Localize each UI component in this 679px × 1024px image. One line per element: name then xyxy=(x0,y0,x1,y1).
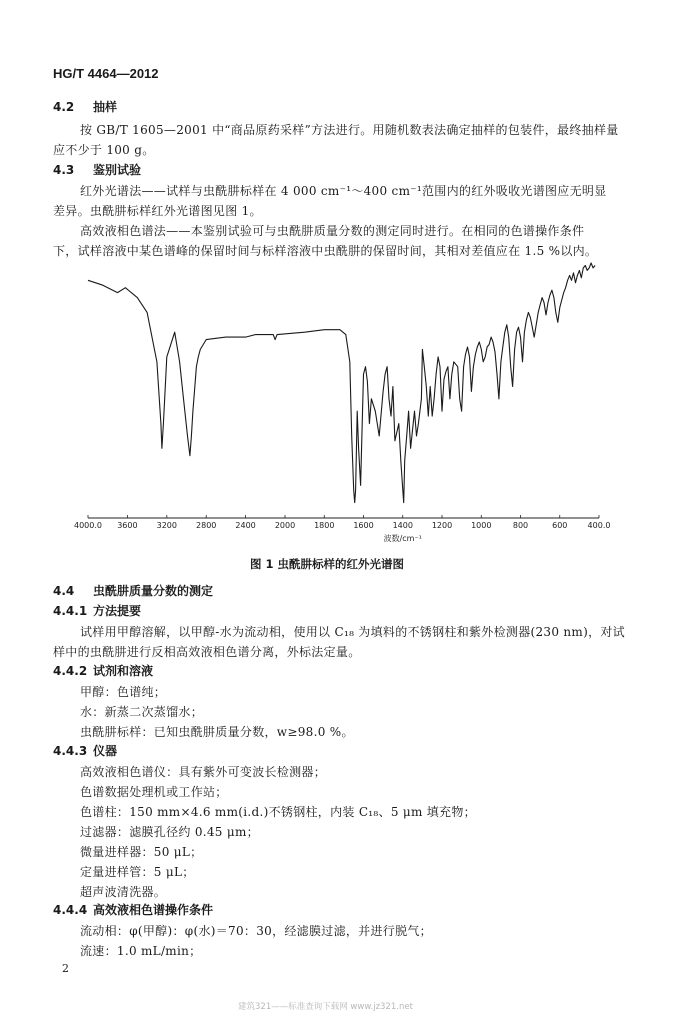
paragraph-line: 虫酰肼标样：已知虫酰肼质量分数，w≥98.0 %。 xyxy=(80,725,354,739)
x-tick-label: 4000.0 xyxy=(74,521,102,530)
figure-caption: 图 1 虫酰肼标样的红外光谱图 xyxy=(250,557,405,571)
x-tick-label: 600 xyxy=(552,521,568,530)
section-title: 抽样 xyxy=(93,100,118,114)
x-tick-label: 2800 xyxy=(196,521,217,530)
section-number: 4.2 xyxy=(53,100,75,114)
section-number: 4.4.3 xyxy=(53,744,88,758)
x-tick-label: 1600 xyxy=(353,521,374,530)
paragraph-line: 超声波清洗器。 xyxy=(80,885,167,899)
x-tick-label: 800 xyxy=(512,521,529,530)
spectrum-line xyxy=(88,263,595,503)
section-4-4-2-heading xyxy=(53,662,153,679)
x-tick-label: 2000 xyxy=(274,521,296,530)
section-title: 高效液相色谱操作条件 xyxy=(93,903,214,917)
x-axis-label: 波数/cm⁻¹ xyxy=(383,534,422,543)
section-4-4-1-heading xyxy=(53,602,141,619)
section-4-2-heading xyxy=(53,98,117,115)
paragraph-line: 过滤器：滤膜孔径约 0.45 μm； xyxy=(80,825,259,839)
paragraph-line: 下，试样溶液中某色谱峰的保留时间与标样溶液中虫酰肼的保留时间，其相对差值应在 1.5 %以内。 xyxy=(53,244,598,258)
x-tick-label: 400.0 xyxy=(587,521,611,530)
paragraph-line: 样中的虫酰肼进行反相高效液相色谱分离，外标法定量。 xyxy=(53,645,361,659)
ir-spectrum-chart xyxy=(0,255,679,555)
paragraph-line: 色谱柱：150 mm×4.6 mm(i.d.)不锈钢柱，内装 C₁₈、5 μm 填充物； xyxy=(80,805,476,819)
paragraph-line: 差异。虫酰肼标样红外光谱图见图 1。 xyxy=(53,204,262,218)
paragraph-line: 高效液相色谱法——本鉴别试验可与虫酰肼质量分数的测定同时进行。在相同的色谱操作条件 xyxy=(80,224,585,238)
section-title: 试剂和溶液 xyxy=(93,664,154,678)
paragraph-line: 流动相：φ(甲醇)：φ(水)＝70：30，经滤膜过滤，并进行脱气； xyxy=(80,924,432,938)
paragraph-line: 试样用甲醇溶解，以甲醇-水为流动相，使用以 C₁₈ 为填料的不锈钢柱和紫外检测器(230 nm)，对试 xyxy=(80,625,625,639)
x-tick-label: 1200 xyxy=(431,521,453,530)
x-tick-label: 1800 xyxy=(314,521,335,530)
paragraph-line: 定量进样管：5 μL； xyxy=(80,865,195,879)
section-4-4-4-heading xyxy=(53,901,213,918)
paragraph-line: 高效液相色谱仪：具有紫外可变波长检测器； xyxy=(80,765,327,779)
section-title: 虫酰肼质量分数的测定 xyxy=(93,584,214,598)
section-number: 4.4 xyxy=(53,584,75,598)
page-number: 2 xyxy=(62,962,69,975)
paragraph-line: 水：新蒸二次蒸馏水； xyxy=(80,705,204,719)
section-4-4-heading xyxy=(53,582,213,599)
section-number: 4.3 xyxy=(53,163,75,177)
x-tick-label: 1400 xyxy=(392,521,413,530)
x-tick-label: 2400 xyxy=(235,521,256,530)
section-title: 鉴别试验 xyxy=(93,163,142,177)
standard-code: HG/T 4464—2012 xyxy=(53,66,159,81)
paragraph-line: 色谱数据处理机或工作站； xyxy=(80,785,228,799)
paragraph-line: 红外光谱法——试样与虫酰肼标样在 4 000 cm⁻¹～400 cm⁻¹范围内的红外吸收光谱图应无明显 xyxy=(80,184,607,198)
paragraph-line: 流速：1.0 mL/min； xyxy=(80,944,202,958)
x-tick-label: 1000 xyxy=(471,521,492,530)
section-number: 4.4.1 xyxy=(53,604,88,618)
section-4-4-3-heading xyxy=(53,742,117,759)
x-tick-label: 3600 xyxy=(117,521,138,530)
section-number: 4.4.2 xyxy=(53,664,88,678)
section-title: 仪器 xyxy=(93,744,118,758)
paragraph-line: 甲醇：色谱纯； xyxy=(80,685,167,699)
paragraph-line: 按 GB/T 1605—2001 中“商品原药采样”方法进行。用随机数表法确定抽样的包装件，最终抽样量 xyxy=(80,123,619,137)
section-title: 方法提要 xyxy=(93,604,142,618)
footer-watermark: 建筑321——标准查询下载网 www.jz321.net xyxy=(238,1002,413,1012)
section-4-3-heading xyxy=(53,161,141,178)
section-number: 4.4.4 xyxy=(53,903,88,917)
paragraph-line: 应不少于 100 g。 xyxy=(53,143,155,157)
paragraph-line: 微量进样器：50 μL； xyxy=(80,845,203,859)
x-tick-label: 3200 xyxy=(156,521,177,530)
